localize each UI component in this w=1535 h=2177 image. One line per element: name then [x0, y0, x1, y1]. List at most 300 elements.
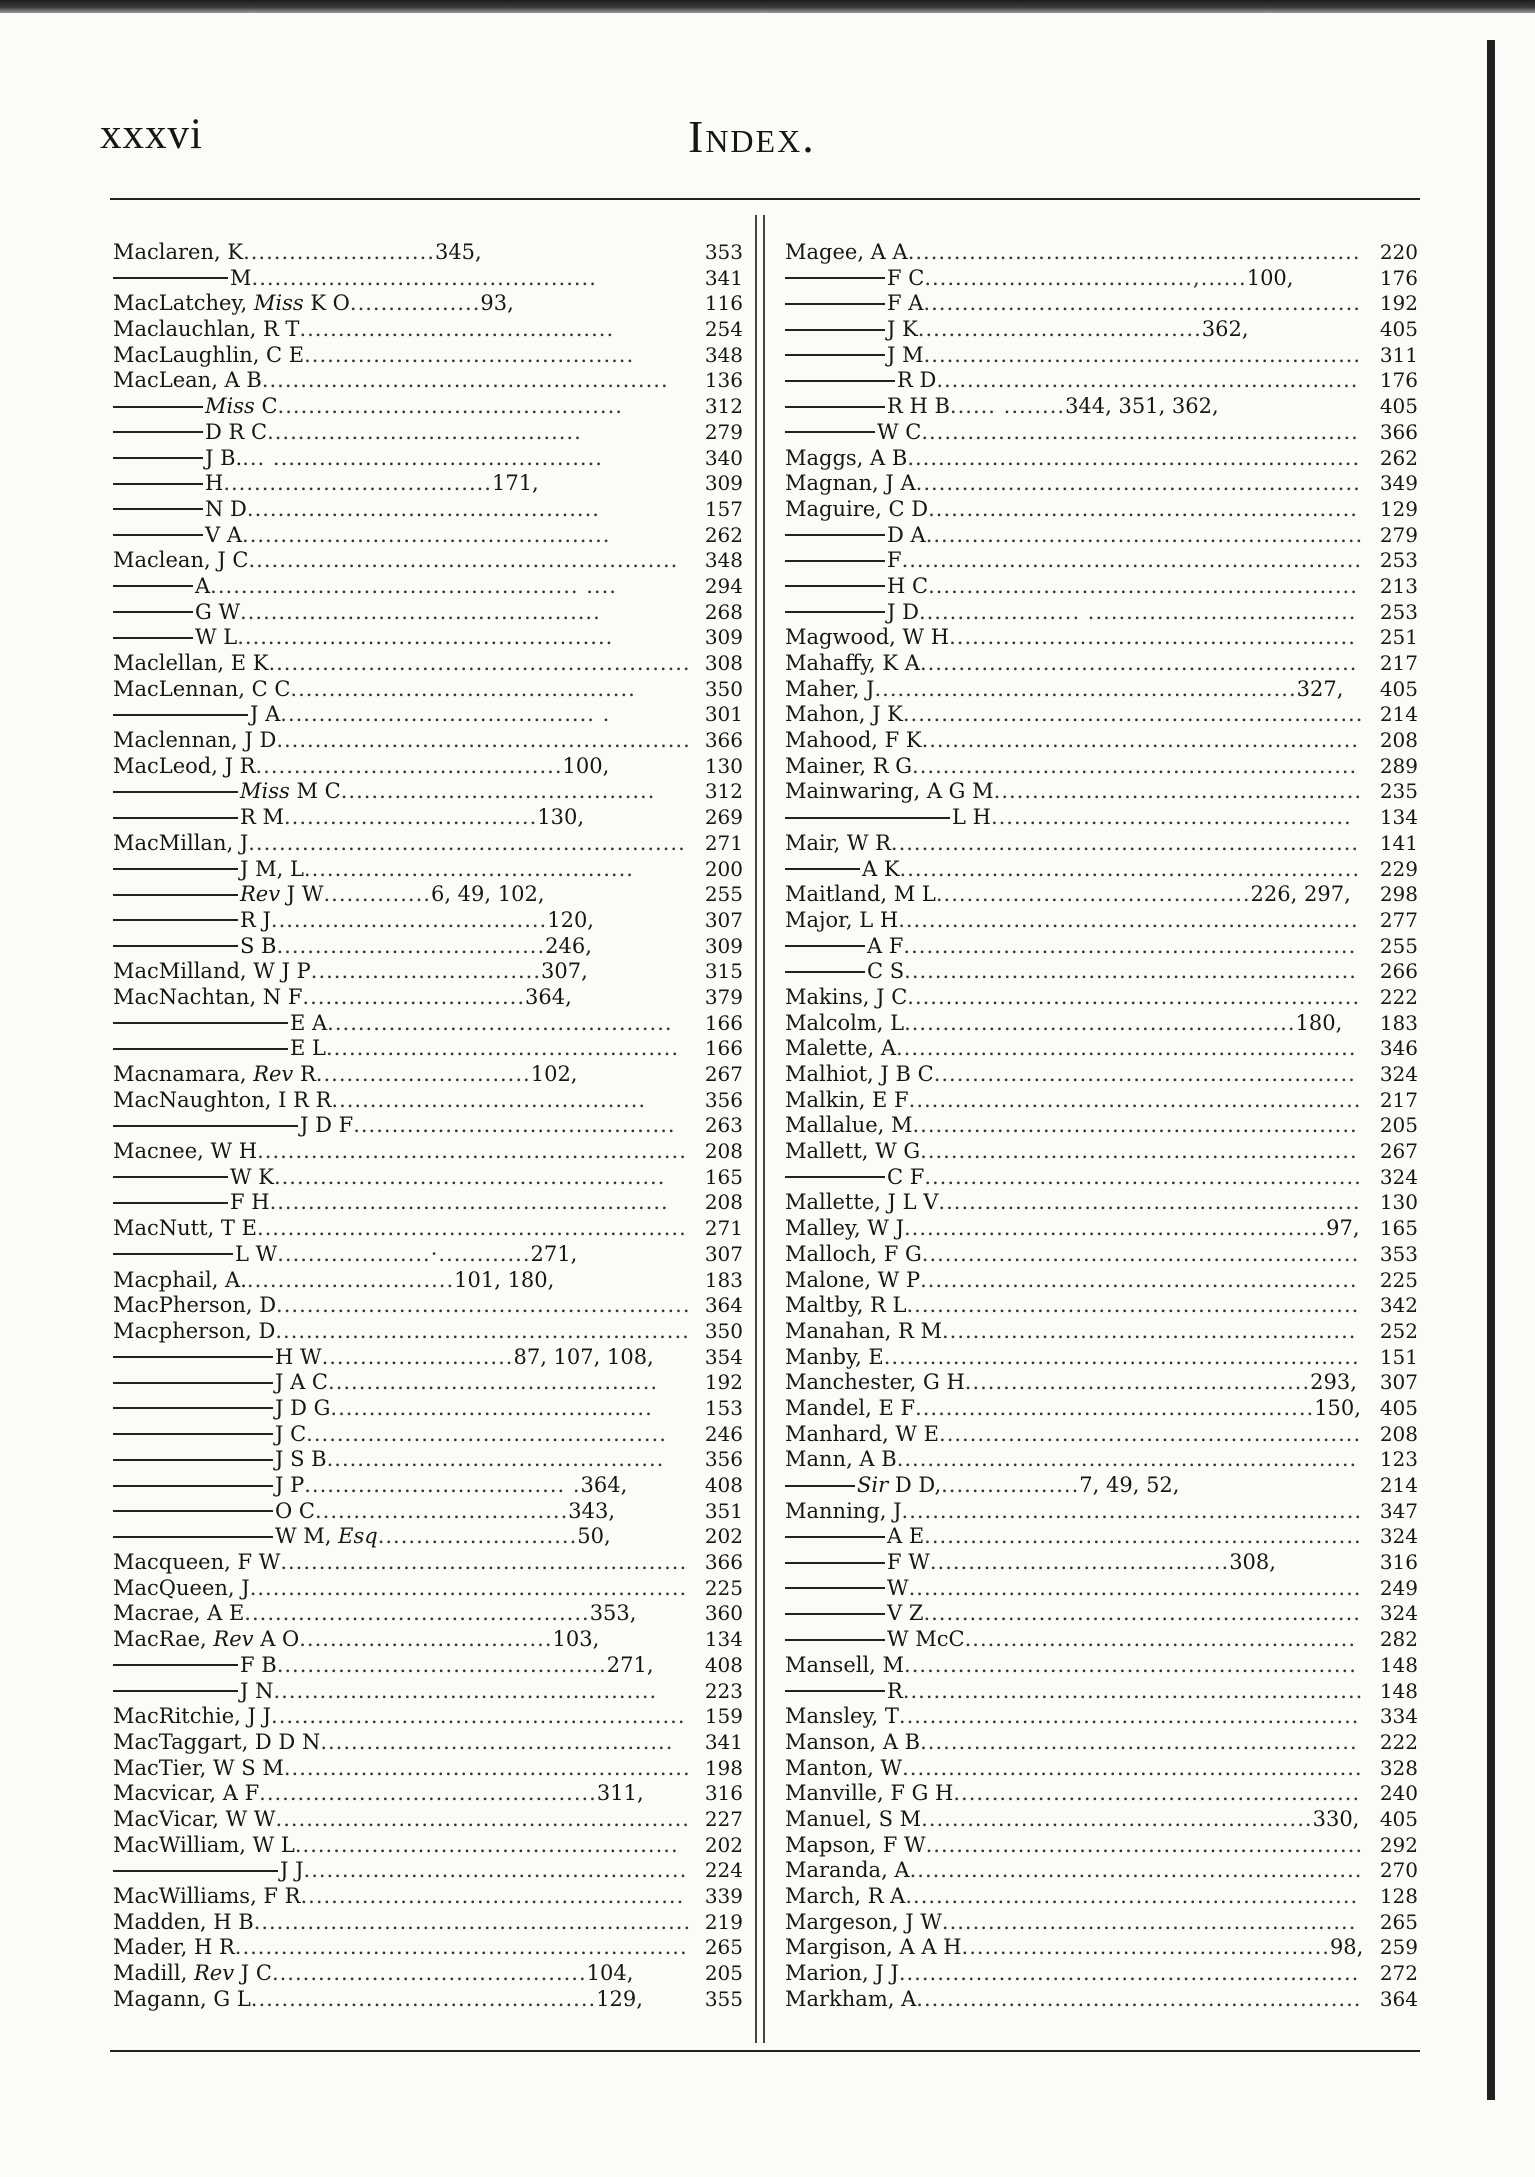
entry-name [113, 1165, 665, 1191]
entry-extra: 7, 49, 52, [1079, 1473, 1180, 1497]
entry-dots: ............................................................ [896, 1447, 1358, 1472]
entry-dots: .................................... [270, 907, 548, 932]
entry-dots: ........................................................... [906, 1293, 1360, 1318]
entry-name: Maguire, C D [785, 496, 929, 521]
entry-name [113, 1499, 615, 1525]
entry-extra: 364, [525, 984, 572, 1009]
entry-page: 130 [704, 753, 743, 778]
index-entry [113, 446, 743, 472]
entry-name: J D [887, 599, 919, 624]
index-entry [113, 291, 743, 317]
entry-dots: ............................................. [250, 1986, 597, 2011]
entry-name: Maclauchlan, R T [113, 317, 300, 342]
entry-extra: 130, [537, 805, 585, 830]
entry-name [113, 908, 594, 934]
entry-page: 351 [704, 1498, 743, 1523]
entry-name: Maclellan, E K [113, 651, 269, 675]
index-entry [113, 1961, 743, 1987]
entry-page: 253 [1379, 599, 1418, 624]
entry-page: 213 [1379, 573, 1418, 598]
index-entry [785, 1858, 1418, 1884]
index-entry [113, 368, 743, 394]
entry-name [785, 959, 1357, 985]
entry-name: J P [275, 1473, 305, 1497]
entry-name [113, 1781, 644, 1807]
entry-name [113, 266, 597, 292]
entry-extra: 87, 107, 108, [513, 1344, 654, 1369]
entry-extra: 103, [552, 1627, 600, 1652]
index-entry [113, 1576, 743, 1602]
entry-name [785, 677, 1343, 703]
entry-page: 356 [704, 1447, 743, 1472]
entry-rest: M C [296, 779, 341, 804]
entry-name: J A [250, 702, 281, 727]
entry-name [113, 1396, 653, 1422]
entry-name [785, 1833, 1363, 1859]
ditto-dash [113, 1664, 238, 1666]
entry-name [113, 1576, 687, 1602]
entry-extra: 102, [530, 1062, 578, 1086]
entry-page: 265 [704, 1935, 743, 1960]
index-entry [113, 805, 743, 831]
ditto-dash [785, 868, 860, 870]
entry-name: Maltby, R L [785, 1293, 907, 1318]
entry-name: Malette, A [785, 1036, 896, 1061]
entry-page: 355 [704, 1986, 743, 2011]
entry-name: Mapson, F W [785, 1832, 926, 1857]
entry-dots: ...... ........ [949, 394, 1066, 419]
entry-page: 279 [1379, 522, 1418, 547]
index-entry [113, 882, 743, 908]
index-entry [785, 1216, 1418, 1242]
entry-page: 342 [1379, 1293, 1418, 1318]
entry-page: 324 [1379, 1062, 1418, 1086]
ditto-dash [785, 303, 885, 305]
entry-page: 316 [1379, 1550, 1418, 1575]
entry-page: 225 [1379, 1267, 1418, 1292]
entry-name: MacLaughlin, C E [113, 342, 305, 367]
ditto-dash [113, 1407, 273, 1409]
entry-dots: ......................................................... [924, 1524, 1362, 1549]
entry-name [785, 728, 1359, 754]
index-entry [785, 1395, 1418, 1422]
entry-page: 266 [1379, 959, 1418, 984]
ditto-dash [785, 329, 885, 331]
entry-page: 348 [704, 342, 743, 367]
ditto-dash [785, 380, 895, 382]
entry-name [785, 368, 1358, 394]
entry-dots: ....................·............ [277, 1241, 531, 1266]
entry-name [785, 1473, 1179, 1499]
entry-page: 229 [1379, 856, 1418, 881]
ditto-dash [785, 1613, 885, 1615]
entry-page: 192 [704, 1370, 743, 1395]
entry-dots: ......................................................... [925, 1832, 1364, 1857]
entry-dots: ..................................................... [283, 1755, 691, 1780]
entry-page: 141 [1379, 830, 1418, 855]
entry-dots: ....................................................... [936, 368, 1359, 393]
entry-name [113, 497, 600, 523]
index-entry [113, 831, 743, 857]
entry-name: J D F [300, 1113, 354, 1138]
entry-page: 360 [704, 1601, 743, 1626]
entry-page: 315 [704, 959, 743, 984]
entry-page: 308 [704, 651, 743, 675]
index-entry [785, 419, 1418, 446]
index-entry [785, 1139, 1418, 1165]
entry-name [113, 1447, 664, 1473]
index-entry [113, 1627, 743, 1653]
entry-dots: ....................................................... [933, 1062, 1356, 1086]
entry-name [113, 574, 617, 600]
entry-dots: ................................................... [904, 1010, 1296, 1035]
entry-page: 205 [704, 1961, 743, 1986]
entry-page: 309 [704, 625, 743, 650]
entry-dots: ........................................... [276, 1652, 607, 1677]
entry-name [785, 240, 1361, 266]
entry-name: Magnan, J A [785, 471, 916, 496]
entry-dots: ...................................,...... [924, 265, 1247, 290]
entry-name: J S B [275, 1447, 327, 1472]
entry-name: MacLatchey, [113, 291, 248, 316]
ditto-dash [113, 585, 193, 587]
entry-name [785, 1935, 1363, 1961]
entry-name: Macpherson, D [113, 1318, 276, 1343]
entry-name: MacNutt, T E [113, 1216, 257, 1241]
entry-page: 165 [704, 1164, 743, 1189]
entry-dots: ........................... [246, 1267, 455, 1292]
index-entry [785, 1164, 1418, 1191]
ditto-dash [785, 1639, 885, 1641]
entry-dots: ........................................................ [928, 573, 1358, 598]
entry-name: A K [862, 856, 900, 881]
entry-name [113, 1062, 577, 1088]
entry-dots: ........................................................ [928, 496, 1358, 521]
entry-page: 364 [1379, 1986, 1418, 2011]
entry-page: 159 [704, 1704, 743, 1729]
entry-name: MacPherson, D [113, 1293, 277, 1318]
entry-name: Mader, H R [113, 1935, 235, 1960]
entry-name: Margison, A A H [785, 1935, 962, 1960]
index-entry [785, 1678, 1418, 1705]
entry-name: Manahan, R M [785, 1318, 942, 1343]
entry-name: F W [887, 1550, 930, 1575]
entry-name [785, 908, 1359, 934]
entry-name: Macqueen, F W [113, 1550, 281, 1575]
entry-page: 254 [704, 317, 743, 342]
entry-rest: C [261, 394, 278, 419]
entry-name [785, 985, 1360, 1011]
entry-name: J N [240, 1678, 274, 1703]
entry-page: 271 [704, 830, 743, 855]
entry-name: R H B [887, 394, 950, 419]
entry-dots: .............. [323, 882, 431, 907]
entry-dots: ............................................................. [890, 830, 1360, 855]
entry-extra: 180, [1295, 1010, 1343, 1035]
ditto-dash [785, 354, 885, 356]
entry-name [785, 1576, 1361, 1602]
entry-page: 279 [704, 419, 743, 444]
index-entry [113, 1011, 743, 1037]
index-entry [113, 1293, 743, 1319]
entry-name: MacVicar, W W [113, 1806, 276, 1831]
entry-dots: ......................................................... [923, 1601, 1361, 1626]
index-entry [113, 1833, 743, 1859]
index-entry [113, 702, 743, 728]
entry-name [113, 857, 634, 883]
entry-dots: ......................................................... [253, 1909, 692, 1934]
entry-page: 249 [1379, 1575, 1418, 1600]
entry-dots: .......................... [377, 1524, 578, 1549]
entry-dots: ........................................................... [234, 1935, 688, 1960]
entry-extra: 293, [1310, 1370, 1357, 1395]
entry-name [785, 1704, 1359, 1730]
entry-name [785, 882, 1351, 908]
index-entry [113, 1935, 743, 1961]
entry-page: 227 [704, 1806, 743, 1831]
entry-dots: .......................................................... [912, 753, 1358, 778]
entry-name: J M, L [240, 856, 304, 881]
entry-name: Mallett, W G [785, 1139, 921, 1164]
index-entry [785, 496, 1418, 523]
ditto-dash [113, 457, 203, 459]
entry-page: 347 [1379, 1498, 1418, 1523]
index-entry [785, 1909, 1418, 1936]
entry-extra: 226, 297, [1250, 882, 1351, 907]
entry-rest: R [299, 1062, 316, 1086]
entry-name: MacRitchie, J J [113, 1704, 272, 1729]
ditto-dash [113, 1433, 273, 1435]
entry-name [785, 1268, 1358, 1294]
entry-dots: ....................................................... [874, 676, 1297, 701]
index-entry [785, 573, 1418, 600]
index-entry [785, 548, 1418, 574]
entry-page: 246 [704, 1421, 743, 1446]
entry-page: 267 [1379, 1139, 1418, 1164]
entry-page: 301 [704, 702, 743, 727]
index-entry [113, 651, 743, 677]
entry-name: A E [887, 1524, 925, 1549]
ditto-dash [785, 1176, 885, 1178]
entry-page: 366 [704, 728, 743, 753]
entry-name [785, 1884, 1358, 1910]
entry-name [113, 1935, 688, 1961]
entry-page: 128 [1379, 1884, 1418, 1908]
entry-ital: Rev [240, 882, 281, 907]
ditto-dash [113, 637, 193, 639]
entry-extra: 307, [541, 959, 588, 984]
entry-name: J M [887, 342, 924, 367]
index-entry [785, 1498, 1418, 1525]
entry-name [785, 779, 1362, 805]
index-entry [785, 984, 1418, 1011]
entry-name: J J [280, 1858, 304, 1883]
entry-name [113, 471, 539, 497]
entry-name [113, 1345, 654, 1371]
entry-name [785, 420, 1359, 446]
index-entry [113, 1345, 743, 1371]
entry-page: 225 [704, 1575, 743, 1600]
entry-page: 269 [704, 805, 743, 830]
ditto-dash [785, 1536, 885, 1538]
index-entry [785, 1704, 1418, 1730]
entry-extra: 50, [577, 1524, 611, 1549]
entry-rest: D D, [894, 1473, 942, 1497]
entry-name [113, 1704, 686, 1730]
index-entry [113, 1113, 743, 1139]
entry-name: J K [887, 317, 918, 342]
index-entry [113, 548, 743, 574]
ditto-dash [785, 585, 885, 587]
index-entry [113, 934, 743, 960]
entry-name [113, 959, 588, 985]
entry-dots: ............................................... [990, 805, 1352, 830]
entry-name: Madill, [113, 1961, 188, 1986]
entry-dots: ............................................. [244, 1601, 590, 1626]
index-entry [785, 1267, 1418, 1294]
entry-page: 217 [1379, 651, 1418, 675]
entry-dots: ...................................................... [941, 1909, 1357, 1934]
entry-name: Mainer, R G [785, 753, 913, 778]
ditto-dash [113, 894, 238, 896]
ditto-dash [113, 1536, 273, 1538]
entry-name: Maranda, A [785, 1858, 910, 1883]
entry-name [113, 728, 691, 754]
entry-name [113, 1319, 690, 1345]
index-entry [785, 1986, 1418, 2013]
entry-dots: ...................................................... [276, 728, 691, 753]
entry-dots: ............................................................ [896, 1036, 1357, 1061]
entry-page: 183 [1379, 1010, 1418, 1035]
index-entry [785, 1318, 1418, 1345]
entry-name: MacQueen, J [113, 1575, 250, 1600]
entry-dots: ............................................. [964, 1370, 1311, 1395]
ditto-dash [113, 1382, 273, 1384]
entry-dots: ......................................................... [248, 830, 686, 855]
index-entry [113, 1473, 743, 1499]
index-entry [113, 574, 743, 600]
entry-name: Manby, E [785, 1344, 884, 1369]
ditto-dash [113, 1485, 273, 1487]
entry-name [785, 1036, 1357, 1062]
entry-page: 311 [1379, 342, 1418, 367]
index-entry [785, 1087, 1418, 1114]
entry-name [113, 1036, 679, 1062]
ditto-dash [785, 277, 885, 279]
entry-page: 148 [1379, 1652, 1418, 1677]
entry-name [785, 523, 1363, 549]
index-entry [785, 291, 1418, 317]
entry-page: 151 [1379, 1344, 1418, 1369]
entry-page: 408 [704, 1652, 743, 1677]
entry-dots: ........................................ [255, 753, 563, 778]
index-entry [785, 1010, 1418, 1037]
index-entry [113, 317, 743, 343]
entry-dots: ................................... [276, 933, 546, 958]
entry-name [785, 831, 1359, 857]
entry-name [113, 1113, 676, 1139]
index-entry [113, 1088, 743, 1114]
entry-name [785, 1293, 1359, 1319]
entry-dots: ............................................. [277, 394, 623, 419]
entry-page: 346 [1379, 1036, 1418, 1061]
entry-extra: 308, [1229, 1550, 1276, 1575]
entry-dots: ............................................................ [902, 1678, 1364, 1703]
entry-name: Marion, J J [785, 1961, 899, 1986]
entry-dots: ..................... ................................... [918, 599, 1357, 624]
entry-name [785, 343, 1361, 369]
entry-dots: ........................................................... [909, 1858, 1363, 1883]
entry-dots: ......................................... [340, 779, 656, 804]
entry-name [785, 651, 1357, 677]
entry-name: Magwood, W H [785, 625, 950, 650]
entry-page: 289 [1379, 753, 1418, 778]
entry-name: W McC [887, 1627, 965, 1652]
entry-name [113, 1884, 684, 1910]
entry-name: Malcolm, L [785, 1010, 905, 1035]
entry-ital: Sir [857, 1473, 889, 1497]
ditto-dash [785, 1485, 855, 1487]
entry-name: Mallalue, M [785, 1113, 913, 1138]
entry-name [785, 394, 1219, 420]
index-entry [113, 1987, 743, 2013]
entry-dots: ............................. [302, 984, 526, 1009]
entry-name [785, 1062, 1356, 1088]
entry-name: Mann, A B [785, 1447, 897, 1472]
entry-name [785, 471, 1361, 497]
entry-page: 219 [704, 1909, 743, 1934]
entry-page: 208 [704, 1139, 743, 1164]
index-entry [785, 1652, 1418, 1679]
index-entry [785, 959, 1418, 985]
index-entry [785, 342, 1418, 369]
entry-name: W C [877, 419, 922, 444]
entry-name: Macnamara, [113, 1062, 247, 1086]
ditto-dash [113, 1870, 278, 1872]
entry-page: 223 [704, 1678, 743, 1703]
entry-name [113, 240, 482, 266]
entry-dots: ................................... [223, 471, 492, 496]
entry-name [113, 1601, 636, 1627]
entry-name [113, 1679, 657, 1705]
entry-dots: ............................................ [326, 1447, 665, 1472]
entry-page: 272 [1379, 1961, 1418, 1986]
entry-name: Maggs, A B [785, 445, 908, 470]
entry-page: 271 [704, 1216, 743, 1241]
ditto-dash [113, 1253, 233, 1255]
entry-page: 134 [704, 1627, 743, 1652]
index-entry [113, 1242, 743, 1268]
index-entry [785, 1113, 1418, 1139]
entry-page: 309 [704, 933, 743, 958]
entry-dots: ......................................... [935, 882, 1251, 907]
entry-name [785, 1319, 1356, 1345]
entry-ital: Miss [205, 394, 255, 419]
ditto-dash [113, 534, 203, 536]
entry-page: 129 [1379, 496, 1418, 521]
entry-dots: ..................................... [917, 317, 1202, 342]
entry-dots: ..................................................... [261, 368, 669, 393]
entry-page: 341 [704, 1729, 743, 1754]
index-entry [785, 1884, 1418, 1910]
entry-name [113, 1833, 679, 1859]
entry-page: 192 [1379, 291, 1418, 316]
ditto-dash [113, 1690, 238, 1692]
entry-page: 324 [1379, 1524, 1418, 1549]
entry-name [785, 702, 1363, 728]
ditto-dash [785, 817, 950, 819]
entry-page: 405 [1379, 1806, 1418, 1831]
